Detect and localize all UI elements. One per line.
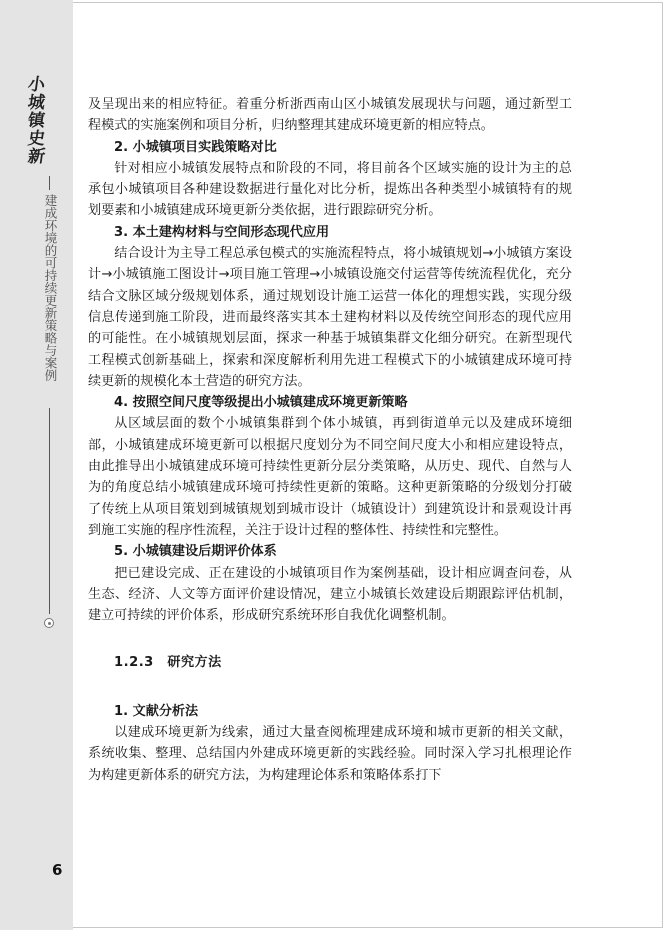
paragraph: 从区域层面的数个小城镇集群到个体小城镇，再到街道单元以及建成环境细部，小城镇建成环境更新可以根据尺度划分为不同空间尺度大小和相应建设特点，由此推导出小城镇建成环境可持续性更新分层分类策略，从历史、现代、自然与人为的角度总结小城镇建成环境可持续性更新的策略。这种更新策略的分级划分打破了传统上从项目策划到城镇规划到城市设计（城镇设计）到建筑设计和景观设计再到施工实施的程序性流程，关注于设计过程的整体性、持续性和完整性。 xyxy=(88,416,572,538)
sidebar xyxy=(0,0,73,930)
paragraph: 以建成环境更新为线索，通过大量查阅梳理建成环境和城市更新的相关文献，系统收集、整理、总结国内外建成环境更新的实践经验。同时深入学习扎根理论作为构建更新体系的研究方法，为构建理论体系和策略体系打下 xyxy=(88,725,572,783)
subheading: 3. 本土建构材料与空间形态现代应用 xyxy=(114,224,330,240)
paragraph: 及呈现出来的相应特征。着重分析浙西南山区小城镇发展现状与问题，通过新型工程模式的实施案例和项目分析，归纳整理其建成环境更新的相应特点。 xyxy=(88,97,572,134)
logo-char: 小 xyxy=(26,75,46,95)
body-text xyxy=(88,94,572,786)
logo-char: 镇 xyxy=(26,111,46,131)
sidebar-ornament-icon xyxy=(44,618,54,628)
paragraph: 针对相应小城镇发展特点和阶段的不同，将目前各个区域实施的设计为主的总承包小城镇项目各种建设数据进行量化对比分析，提炼出各种类型小城镇特有的规划要素和小城镇建成环境更新分类依据，进行跟踪研究分析。 xyxy=(88,160,572,219)
book-title: 建成环境的可持续更新策略与案例 xyxy=(43,194,58,382)
logo-char: 新 xyxy=(26,147,46,167)
page-number: 6 xyxy=(52,861,63,879)
paragraph: 结合设计为主导工程总承包模式的实施流程特点，将小城镇规划→小城镇方案设计→小城镇施工图设计→项目施工管理→小城镇设施交付运营等传统流程优化，充分结合文脉区域分级规划体系，通过规划设计施工运营一体化的理想实践，实现分级信息传递到施工阶段，进而最终落实其本土建构材料以及传统空间形态的现代应用的可能性。在小城镇规划层面，探求一种基于城镇集群文化细分研究。在新型现代工程模式创新基础上，探索和深度解析利用先进工程模式下的小城镇建成环境可持续更新的规模化本土营造的研究方法。 xyxy=(88,246,572,389)
paragraph: 把已建设完成、正在建设的小城镇项目作为案例基础，设计相应调查问卷，从生态、经济、人文等方面评价建设情况，建立小城镇长效建设后期跟踪评估机制，建立可持续的评价体系，形成研究系统环形自我优化调整机制。 xyxy=(88,565,572,624)
subheading: 1. 文献分析法 xyxy=(114,703,199,719)
logo-char: 城 xyxy=(26,93,46,113)
subheading: 2. 小城镇项目实践策略对比 xyxy=(114,139,277,155)
sidebar-rule-bottom xyxy=(49,408,50,614)
section-heading: 1.2.3 研究方法 xyxy=(114,655,222,671)
subheading: 5. 小城镇建设后期评价体系 xyxy=(114,544,277,560)
logo-char: 史 xyxy=(26,129,46,149)
sidebar-rule-top xyxy=(49,176,50,190)
series-logo xyxy=(6,76,66,168)
subheading: 4. 按照空间尺度等级提出小城镇建成环境更新策略 xyxy=(114,395,408,411)
